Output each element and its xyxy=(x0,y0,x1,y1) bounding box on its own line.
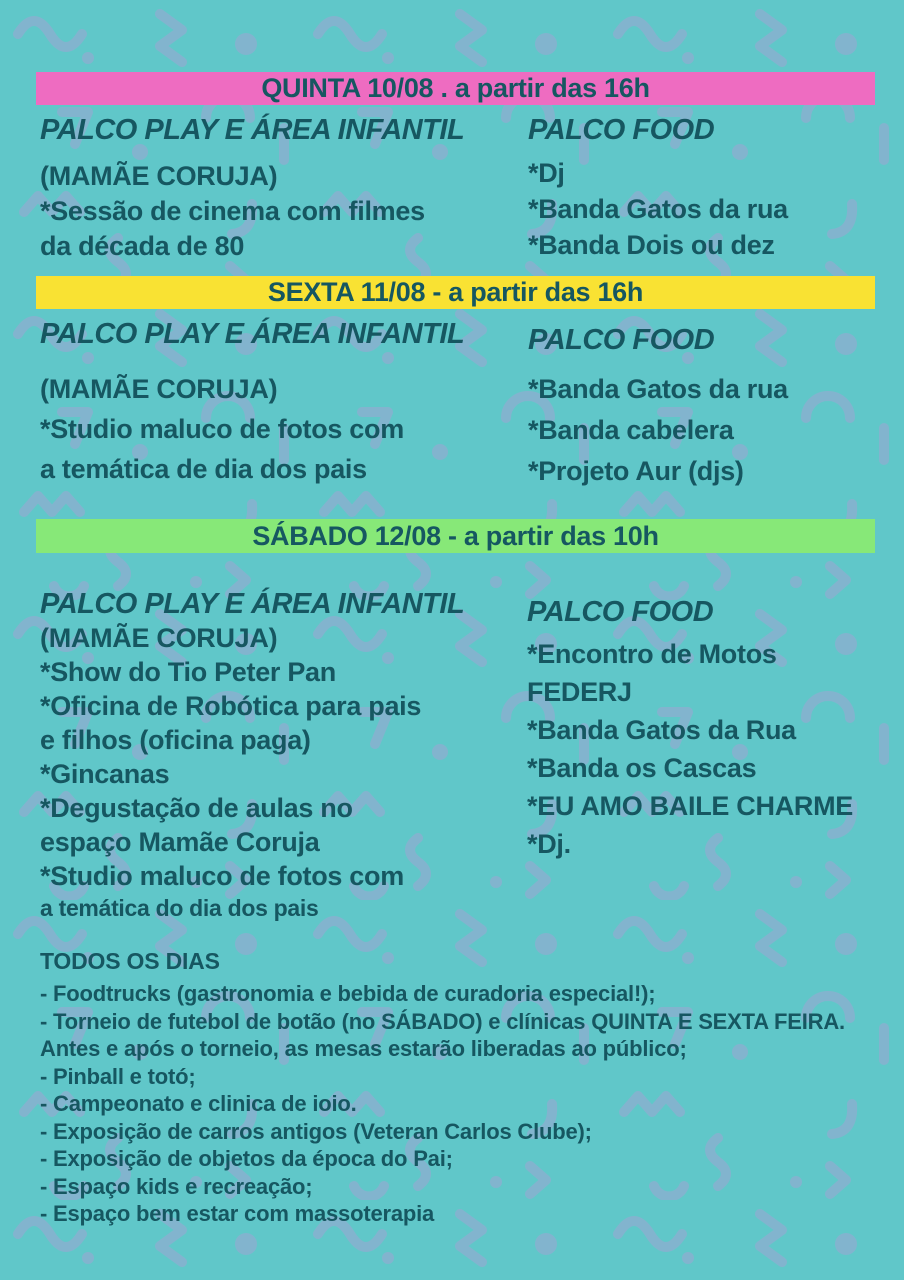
schedule-line: *Banda Dois ou dez xyxy=(528,230,775,260)
schedule-line: (MAMÃE CORUJA) xyxy=(40,623,278,653)
day-bar-sexta xyxy=(36,276,875,309)
schedule-line: *Gincanas xyxy=(40,759,170,789)
footer-item: - Espaço kids e recreação; xyxy=(40,1173,313,1199)
todos-os-dias-section xyxy=(40,948,870,1228)
footer-item: - Exposição de objetos da época do Pai; xyxy=(40,1146,453,1171)
schedule-line: *Oficina de Robótica para pais xyxy=(40,691,422,721)
sexta-palco-play-column xyxy=(40,318,464,489)
footer-item: - Exposição de carros antigos (Veteran Carlos Clube); xyxy=(40,1118,592,1144)
sabado-palco-food-heading: PALCO FOOD xyxy=(527,596,714,628)
footer-item: - Campeonato e clinica de ioio. xyxy=(40,1091,357,1116)
quinta-palco-play-heading: PALCO PLAY E ÁREA INFANTIL xyxy=(40,114,465,146)
quinta-palco-food-heading: PALCO FOOD xyxy=(528,114,715,146)
schedule-line: *Dj xyxy=(528,158,565,188)
schedule-line: *Degustação de aulas no xyxy=(40,793,353,823)
schedule-line: *Projeto Aur (djs) xyxy=(528,456,744,486)
schedule-line: *Studio maluco de fotos com xyxy=(40,861,404,891)
schedule-line: *Banda Gatos da Rua xyxy=(527,715,796,745)
schedule-line: e filhos (oficina paga) xyxy=(40,725,311,755)
schedule-line: (MAMÃE CORUJA) xyxy=(40,161,278,191)
sexta-palco-food-column xyxy=(528,324,788,492)
day-bar-sabado-label: SÁBADO 12/08 - a partir das 10h xyxy=(252,520,659,551)
schedule-line: *EU AMO BAILE CHARME xyxy=(527,791,854,821)
day-bar-quinta-label: QUINTA 10/08 . a partir das 16h xyxy=(261,73,650,103)
todos-os-dias-title: TODOS OS DIAS xyxy=(40,948,220,974)
schedule-line: FEDERJ xyxy=(527,677,632,707)
footer-item: - Torneio de futebol de botão (no SÁBADO) e clínicas QUINTA E SEXTA FEIRA. xyxy=(40,1008,845,1034)
day-bar-quinta xyxy=(36,72,875,105)
footer-item: - Foodtrucks (gastronomia e bebida de curadoria especial!); xyxy=(40,981,656,1006)
schedule-line: *Banda os Cascas xyxy=(527,753,757,783)
quinta-palco-food-column xyxy=(528,114,788,263)
footer-item: - Pinball e totó; xyxy=(40,1063,196,1089)
schedule-line: *Sessão de cinema com filmes xyxy=(40,196,425,226)
footer-item: - Espaço bem estar com massoterapia xyxy=(40,1201,435,1226)
schedule-line: *Show do Tio Peter Pan xyxy=(40,657,336,687)
schedule-line: *Encontro de Motos xyxy=(527,639,777,669)
schedule-line: *Dj. xyxy=(527,829,571,859)
quinta-palco-play-column xyxy=(40,114,464,264)
schedule-line: *Banda Gatos da rua xyxy=(528,374,788,404)
footer-item: Antes e após o torneio, as mesas estarão liberadas ao público; xyxy=(40,1036,687,1061)
sexta-palco-food-heading: PALCO FOOD xyxy=(528,324,715,356)
sabado-palco-food-column xyxy=(527,596,853,863)
day-bar-sexta-label: SEXTA 11/08 - a partir das 16h xyxy=(267,277,644,307)
schedule-line: a temática de dia dos pais xyxy=(40,454,367,484)
schedule-line: *Banda cabelera xyxy=(528,415,734,445)
day-bar-sabado xyxy=(36,519,875,553)
schedule-line: (MAMÃE CORUJA) xyxy=(40,374,278,404)
schedule-line-small: a temática do dia dos pais xyxy=(40,895,319,921)
sabado-palco-play-column xyxy=(40,588,464,923)
schedule-line: *Banda Gatos da rua xyxy=(528,194,788,224)
schedule-line: *Studio maluco de fotos com xyxy=(40,414,404,444)
sabado-palco-play-heading: PALCO PLAY E ÁREA INFANTIL xyxy=(40,588,465,620)
schedule-line: da década de 80 xyxy=(40,231,245,261)
schedule-line: espaço Mamãe Coruja xyxy=(40,827,320,857)
sexta-palco-play-heading: PALCO PLAY E ÁREA INFANTIL xyxy=(40,318,465,350)
